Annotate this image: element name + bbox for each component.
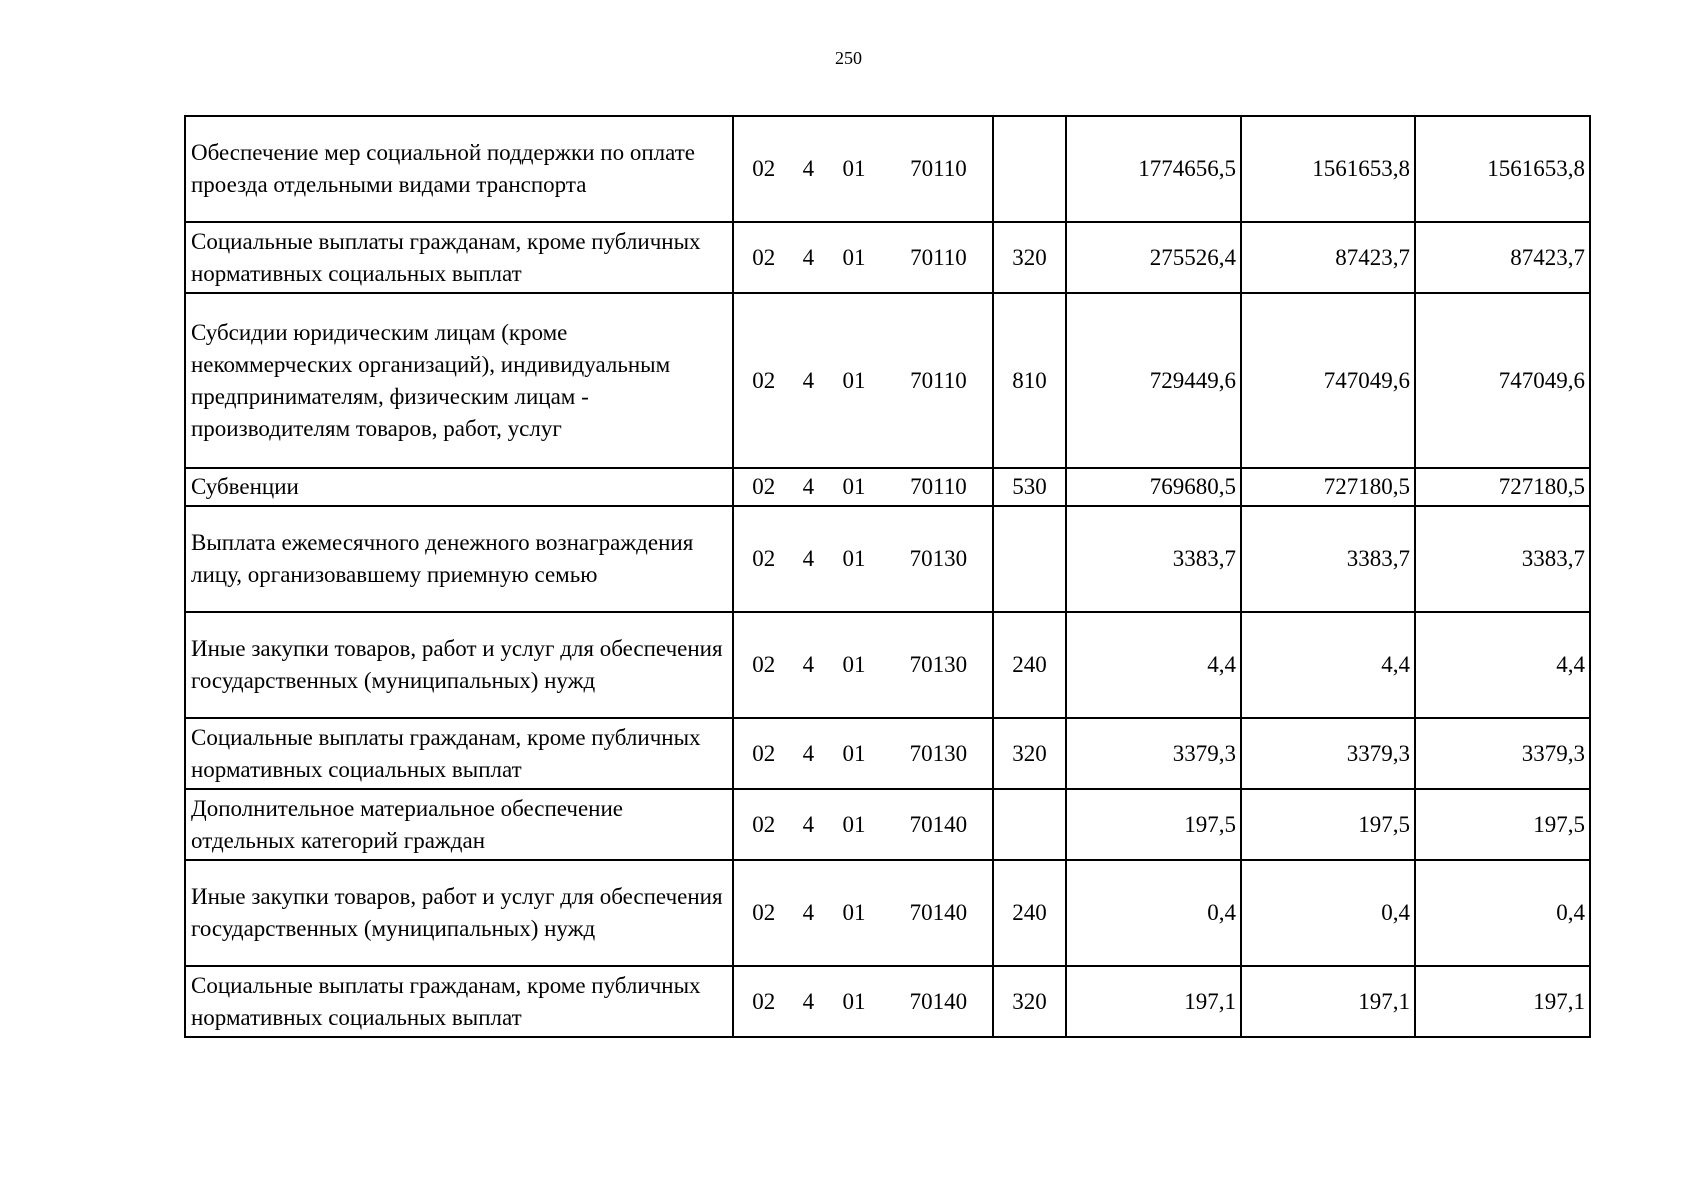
row-name: Субвенции [185, 468, 733, 506]
direction-code: 70140 [909, 988, 968, 1014]
row-name: Дополнительное материальное обеспечение отдельных категорий граждан [185, 789, 733, 860]
row-name: Социальные выплаты гражданам, кроме публичных нормативных социальных выплат [185, 718, 733, 789]
subprogram-code: 01 [842, 474, 866, 499]
table-row [185, 612, 1590, 718]
section-code: 02 [752, 156, 776, 181]
expense-type-code: 320 [993, 222, 1066, 293]
row-codes [733, 966, 993, 1037]
section-code: 02 [752, 652, 776, 677]
amount-2: 3379,3 [1241, 718, 1415, 789]
program-code: 4 [802, 740, 815, 766]
amount-1: 769680,5 [1066, 468, 1241, 506]
program-code: 4 [802, 811, 815, 837]
amount-2: 727180,5 [1241, 468, 1415, 506]
table-row [185, 789, 1590, 860]
row-name: Социальные выплаты гражданам, кроме публичных нормативных социальных выплат [185, 966, 733, 1037]
amount-1: 0,4 [1066, 860, 1241, 966]
subprogram-code: 01 [842, 546, 866, 571]
expense-type-code [993, 506, 1066, 612]
program-code: 4 [802, 546, 815, 571]
amount-1: 3383,7 [1066, 506, 1241, 612]
expense-type-code: 240 [993, 612, 1066, 718]
row-codes [733, 468, 993, 506]
row-codes [733, 506, 993, 612]
amount-2: 0,4 [1241, 860, 1415, 966]
amount-3: 4,4 [1415, 612, 1590, 718]
row-codes [733, 293, 993, 468]
program-code: 4 [802, 474, 815, 499]
section-code: 02 [752, 740, 776, 766]
direction-code: 70110 [910, 244, 967, 270]
amount-1: 3379,3 [1066, 718, 1241, 789]
expense-type-code: 240 [993, 860, 1066, 966]
direction-code: 70110 [910, 156, 967, 181]
row-codes [733, 222, 993, 293]
row-codes [733, 116, 993, 222]
amount-2: 197,5 [1241, 789, 1415, 860]
amount-3: 727180,5 [1415, 468, 1590, 506]
table-row [185, 718, 1590, 789]
expense-type-code [993, 789, 1066, 860]
table-row [185, 966, 1590, 1037]
program-code: 4 [802, 652, 815, 677]
row-codes [733, 718, 993, 789]
row-codes [733, 789, 993, 860]
row-name: Социальные выплаты гражданам, кроме публичных нормативных социальных выплат [185, 222, 733, 293]
amount-2: 747049,6 [1241, 293, 1415, 468]
amount-2: 1561653,8 [1241, 116, 1415, 222]
row-name: Субсидии юридическим лицам (кроме некоммерческих организаций), индивидуальным предпринимателям, физическим лицам - производителям товаров, работ, услуг [185, 293, 733, 468]
direction-code: 70110 [910, 474, 967, 499]
amount-3: 3379,3 [1415, 718, 1590, 789]
direction-code: 70140 [909, 900, 968, 925]
direction-code: 70130 [909, 740, 968, 766]
subprogram-code: 01 [842, 367, 866, 393]
amount-1: 197,5 [1066, 789, 1241, 860]
amount-1: 275526,4 [1066, 222, 1241, 293]
budget-table [184, 115, 1591, 1038]
expense-type-code [993, 116, 1066, 222]
amount-3: 197,5 [1415, 789, 1590, 860]
table-row [185, 468, 1590, 506]
section-code: 02 [752, 367, 776, 393]
amount-1: 729449,6 [1066, 293, 1241, 468]
subprogram-code: 01 [842, 740, 866, 766]
direction-code: 70140 [909, 811, 968, 837]
subprogram-code: 01 [842, 652, 866, 677]
section-code: 02 [752, 474, 776, 499]
amount-3: 197,1 [1415, 966, 1590, 1037]
subprogram-code: 01 [842, 244, 866, 270]
program-code: 4 [802, 900, 815, 925]
amount-2: 87423,7 [1241, 222, 1415, 293]
section-code: 02 [752, 900, 776, 925]
amount-3: 1561653,8 [1415, 116, 1590, 222]
amount-1: 4,4 [1066, 612, 1241, 718]
row-name: Иные закупки товаров, работ и услуг для обеспечения государственных (муниципальных) нужд [185, 860, 733, 966]
expense-type-code: 320 [993, 718, 1066, 789]
subprogram-code: 01 [842, 811, 866, 837]
direction-code: 70130 [909, 546, 968, 571]
amount-2: 197,1 [1241, 966, 1415, 1037]
row-codes [733, 860, 993, 966]
table-row [185, 116, 1590, 222]
row-name: Выплата ежемесячного денежного вознаграждения лицу, организовавшему приемную семью [185, 506, 733, 612]
section-code: 02 [752, 811, 776, 837]
table-row [185, 860, 1590, 966]
amount-3: 87423,7 [1415, 222, 1590, 293]
row-name: Иные закупки товаров, работ и услуг для обеспечения государственных (муниципальных) нужд [185, 612, 733, 718]
row-name: Обеспечение мер социальной поддержки по оплате проезда отдельными видами транспорта [185, 116, 733, 222]
amount-3: 747049,6 [1415, 293, 1590, 468]
expense-type-code: 530 [993, 468, 1066, 506]
subprogram-code: 01 [842, 900, 866, 925]
page-number: 250 [835, 48, 862, 68]
program-code: 4 [802, 156, 815, 181]
amount-1: 197,1 [1066, 966, 1241, 1037]
subprogram-code: 01 [842, 988, 866, 1014]
amount-2: 4,4 [1241, 612, 1415, 718]
amount-1: 1774656,5 [1066, 116, 1241, 222]
section-code: 02 [752, 988, 776, 1014]
program-code: 4 [802, 988, 815, 1014]
table-row [185, 293, 1590, 468]
direction-code: 70110 [910, 367, 967, 393]
section-code: 02 [752, 546, 776, 571]
program-code: 4 [802, 367, 815, 393]
expense-type-code: 810 [993, 293, 1066, 468]
amount-3: 3383,7 [1415, 506, 1590, 612]
amount-2: 3383,7 [1241, 506, 1415, 612]
table-row [185, 222, 1590, 293]
table-row [185, 506, 1590, 612]
subprogram-code: 01 [842, 156, 866, 181]
amount-3: 0,4 [1415, 860, 1590, 966]
row-codes [733, 612, 993, 718]
section-code: 02 [752, 244, 776, 270]
program-code: 4 [802, 244, 815, 270]
direction-code: 70130 [909, 652, 968, 677]
expense-type-code: 320 [993, 966, 1066, 1037]
